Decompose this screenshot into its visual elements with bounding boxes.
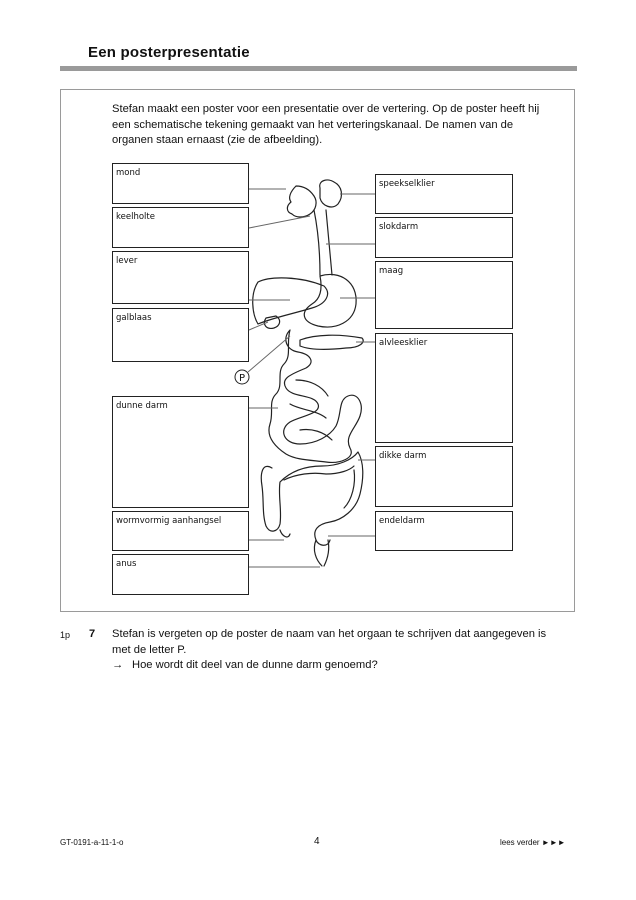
small-intestine-shape: [269, 330, 361, 462]
large-intestine-shape: [261, 452, 362, 545]
leader-p: [248, 336, 290, 372]
label-speekselklier: speekselklier: [375, 174, 513, 214]
label-maag: maag: [375, 261, 513, 329]
label-keelholte: keelholte: [112, 207, 249, 248]
label-mond: mond: [112, 163, 249, 204]
page-number: 4: [314, 836, 320, 847]
label-anus: anus: [112, 554, 249, 595]
rectum-shape: [314, 540, 328, 566]
question-number: 7: [89, 628, 96, 640]
head-outline: [287, 186, 316, 217]
question-text: Stefan is vergeten op de poster de naam van het orgaan te schrijven dat aangegeven is met de letter P.: [112, 628, 547, 656]
oesophagus-shape: [314, 210, 332, 275]
label-endeldarm: endeldarm: [375, 511, 513, 551]
question-prompt: Hoe wordt dit deel van de dunne darm genoemd?: [132, 659, 378, 671]
marker-p-letter: P: [238, 373, 246, 384]
footer-code: GT-0191-a-11-1-o: [60, 838, 124, 847]
pancreas-shape: [300, 335, 363, 349]
arrow-icon: →: [112, 659, 124, 671]
question-points: 1p: [60, 630, 71, 640]
appendix-shape: [280, 530, 290, 537]
intro-text: Stefan maakt een poster voor een presentatie over de vertering. Op de poster heeft hij een schematische tekening gemaakt van het verteringskanaal. De namen van de organen staan ernaast (zie de afbeelding).: [112, 103, 540, 147]
label-lever: lever: [112, 251, 249, 304]
label-alvleesklier: alvleesklier: [375, 333, 513, 443]
footer-next: lees verder ►►►: [500, 838, 566, 847]
label-slokdarm: slokdarm: [375, 217, 513, 258]
leader-keelholte: [249, 216, 310, 228]
page-title: Een posterpresentatie: [88, 44, 250, 61]
salivary-gland-shape: [320, 180, 342, 207]
label-wormvormig-aanhangsel: wormvormig aanhangsel: [112, 511, 249, 551]
label-dikke-darm: dikke darm: [375, 446, 513, 507]
label-galblaas: galblaas: [112, 308, 249, 362]
label-dunne-darm: dunne darm: [112, 396, 249, 508]
